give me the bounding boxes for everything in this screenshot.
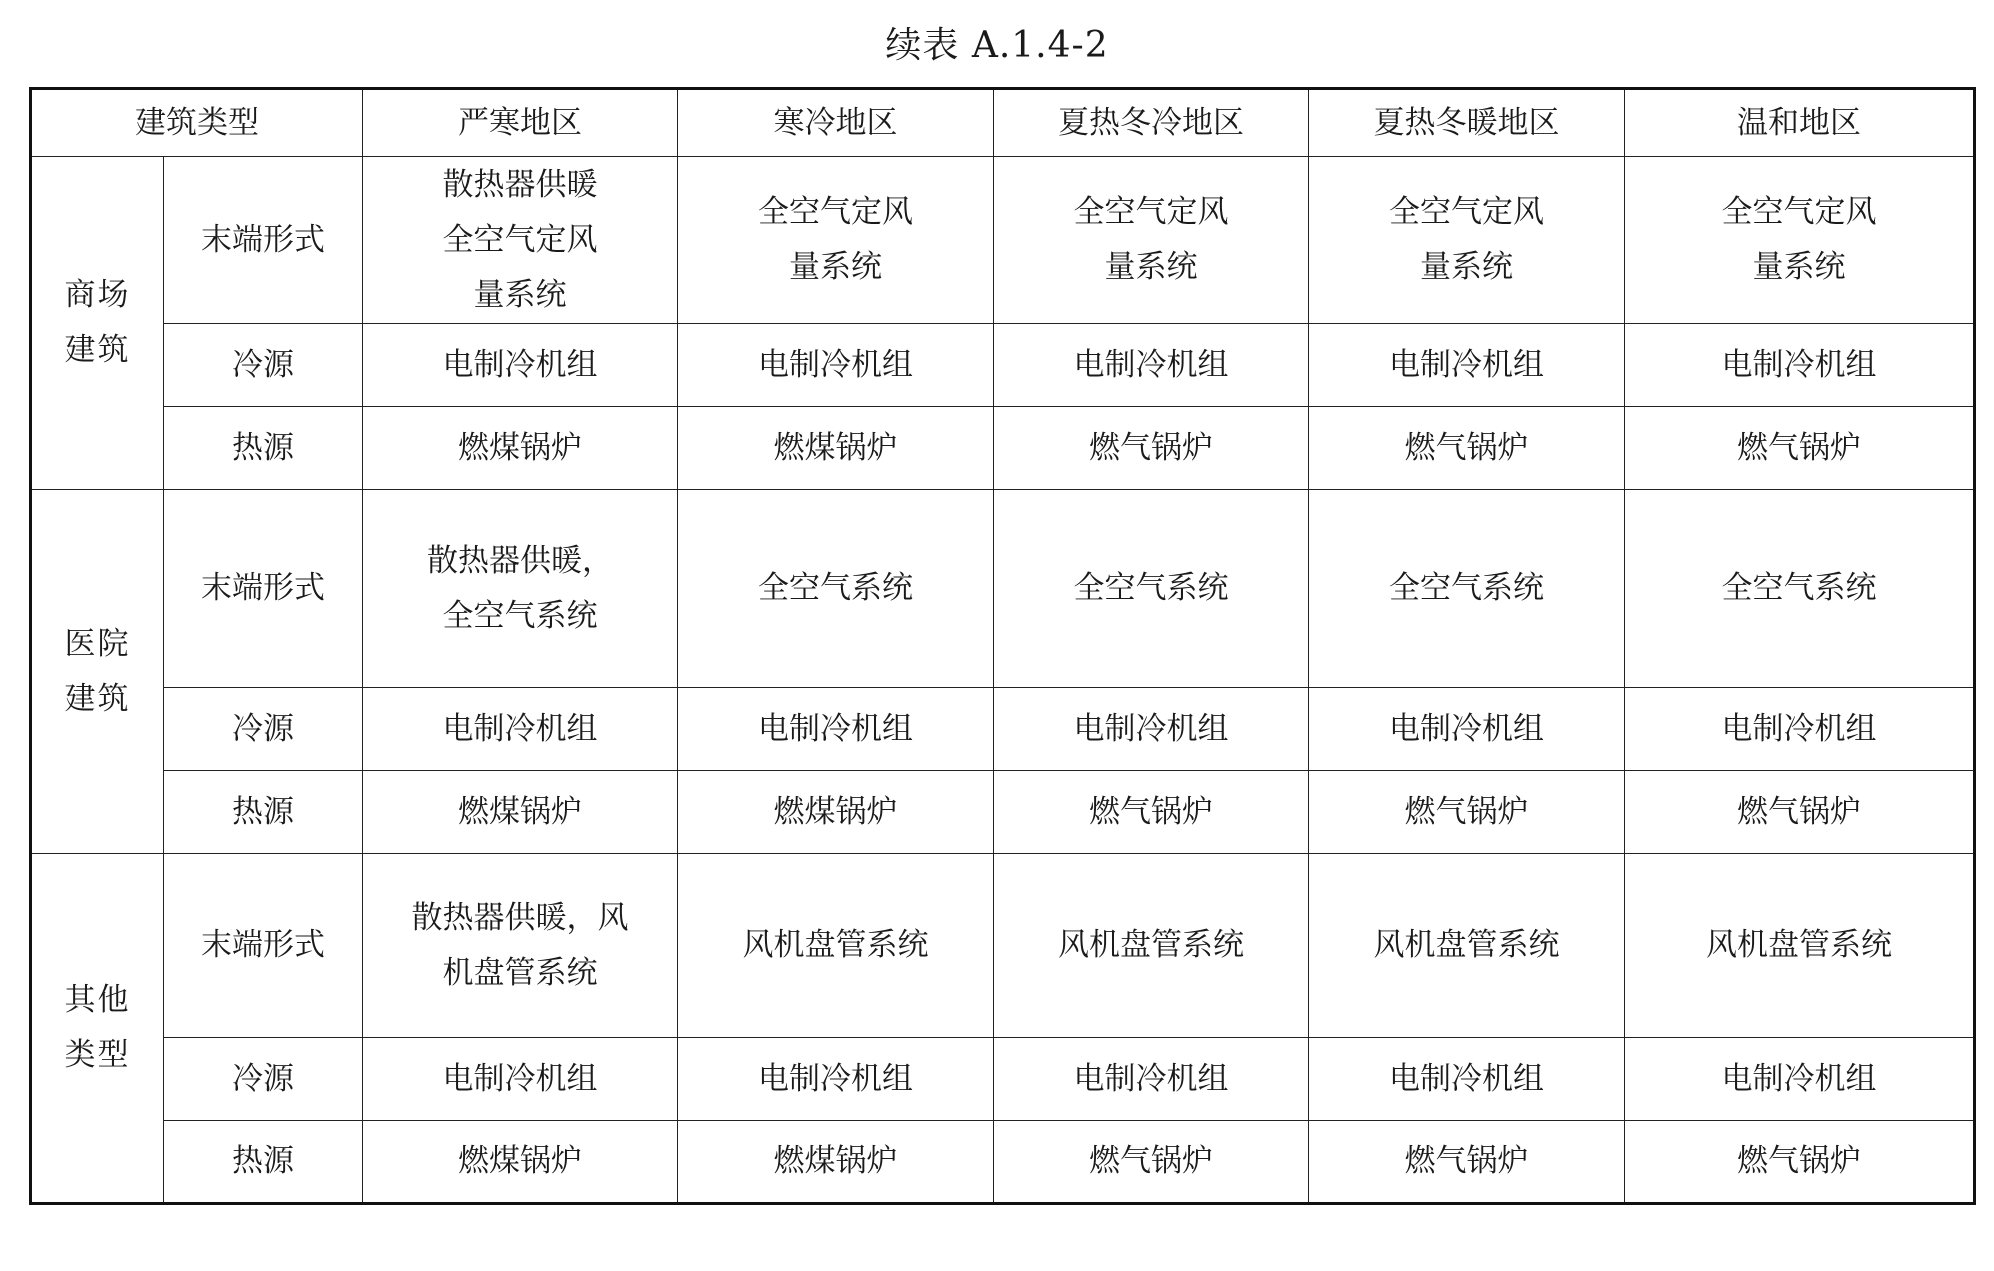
table-row: [31, 157, 1975, 324]
header-row: [31, 89, 1975, 157]
table-cell: 全空气定风 量系统: [1625, 157, 1975, 324]
header-region: 夏热冬暖地区: [1309, 89, 1625, 157]
header-region: 寒冷地区: [678, 89, 994, 157]
table-cell: 电制冷机组: [1625, 324, 1975, 407]
table-cell: 电制冷机组: [678, 1038, 994, 1121]
table-cell: 燃气锅炉: [1309, 1121, 1625, 1204]
table-cell: 电制冷机组: [363, 688, 678, 771]
header-region: 夏热冬冷地区: [994, 89, 1309, 157]
row-label: 末端形式: [164, 157, 363, 324]
table-cell: 全空气系统: [1625, 490, 1975, 688]
system-type-table: [29, 87, 1976, 1205]
table-row: [31, 1121, 1975, 1204]
table-cell: 燃煤锅炉: [363, 771, 678, 854]
category-cell: 商场 建筑: [31, 157, 164, 490]
table-cell: 燃煤锅炉: [678, 1121, 994, 1204]
table-row: [31, 490, 1975, 688]
table-cell: 电制冷机组: [1625, 688, 1975, 771]
table-cell: 电制冷机组: [678, 324, 994, 407]
row-label: 冷源: [164, 1038, 363, 1121]
table-cell: 燃气锅炉: [994, 1121, 1309, 1204]
row-label: 冷源: [164, 688, 363, 771]
table-row: [31, 771, 1975, 854]
category-cell: 医院 建筑: [31, 490, 164, 854]
table-cell: 燃气锅炉: [994, 771, 1309, 854]
table-cell: 电制冷机组: [994, 688, 1309, 771]
table-cell: 全空气系统: [994, 490, 1309, 688]
table-cell: 燃煤锅炉: [363, 407, 678, 490]
table-cell: 电制冷机组: [678, 688, 994, 771]
row-label: 热源: [164, 407, 363, 490]
table-cell: 全空气定风 量系统: [994, 157, 1309, 324]
table-cell: 燃气锅炉: [994, 407, 1309, 490]
table-cell: 燃煤锅炉: [363, 1121, 678, 1204]
table-cell: 全空气系统: [1309, 490, 1625, 688]
table-cell: 燃气锅炉: [1309, 407, 1625, 490]
row-label: 末端形式: [164, 490, 363, 688]
table-row: [31, 407, 1975, 490]
table-cell: 燃煤锅炉: [678, 771, 994, 854]
table-cell: 散热器供暖，风 机盘管系统: [363, 854, 678, 1038]
table-cell: 燃气锅炉: [1625, 407, 1975, 490]
table-cell: 电制冷机组: [363, 324, 678, 407]
table-cell: 燃煤锅炉: [678, 407, 994, 490]
table-cell: 风机盘管系统: [1625, 854, 1975, 1038]
table-cell: 全空气系统: [678, 490, 994, 688]
table-cell: 电制冷机组: [1625, 1038, 1975, 1121]
table-cell: 散热器供暖， 全空气系统: [363, 490, 678, 688]
table-row: [31, 688, 1975, 771]
row-label: 末端形式: [164, 854, 363, 1038]
table-row: [31, 854, 1975, 1038]
table-caption: 续表 A.1.4-2: [885, 25, 1109, 66]
table-cell: 电制冷机组: [1309, 324, 1625, 407]
row-label: 冷源: [164, 324, 363, 407]
row-label: 热源: [164, 1121, 363, 1204]
table-cell: 全空气定风 量系统: [1309, 157, 1625, 324]
table-row: [31, 1038, 1975, 1121]
header-building-type: 建筑类型: [31, 89, 363, 157]
table-cell: 燃气锅炉: [1309, 771, 1625, 854]
table-cell: 电制冷机组: [1309, 688, 1625, 771]
table-cell: 电制冷机组: [363, 1038, 678, 1121]
table-cell: 燃气锅炉: [1625, 1121, 1975, 1204]
table-cell: 风机盘管系统: [678, 854, 994, 1038]
table-cell: 风机盘管系统: [994, 854, 1309, 1038]
table-cell: 电制冷机组: [1309, 1038, 1625, 1121]
table-cell: 风机盘管系统: [1309, 854, 1625, 1038]
row-label: 热源: [164, 771, 363, 854]
header-region: 严寒地区: [363, 89, 678, 157]
table-cell: 散热器供暖 全空气定风 量系统: [363, 157, 678, 324]
table-cell: 电制冷机组: [994, 324, 1309, 407]
table-row: [31, 324, 1975, 407]
table-cell: 全空气定风 量系统: [678, 157, 994, 324]
table-cell: 燃气锅炉: [1625, 771, 1975, 854]
table-cell: 电制冷机组: [994, 1038, 1309, 1121]
header-region: 温和地区: [1625, 89, 1975, 157]
category-cell: 其他 类型: [31, 854, 164, 1204]
